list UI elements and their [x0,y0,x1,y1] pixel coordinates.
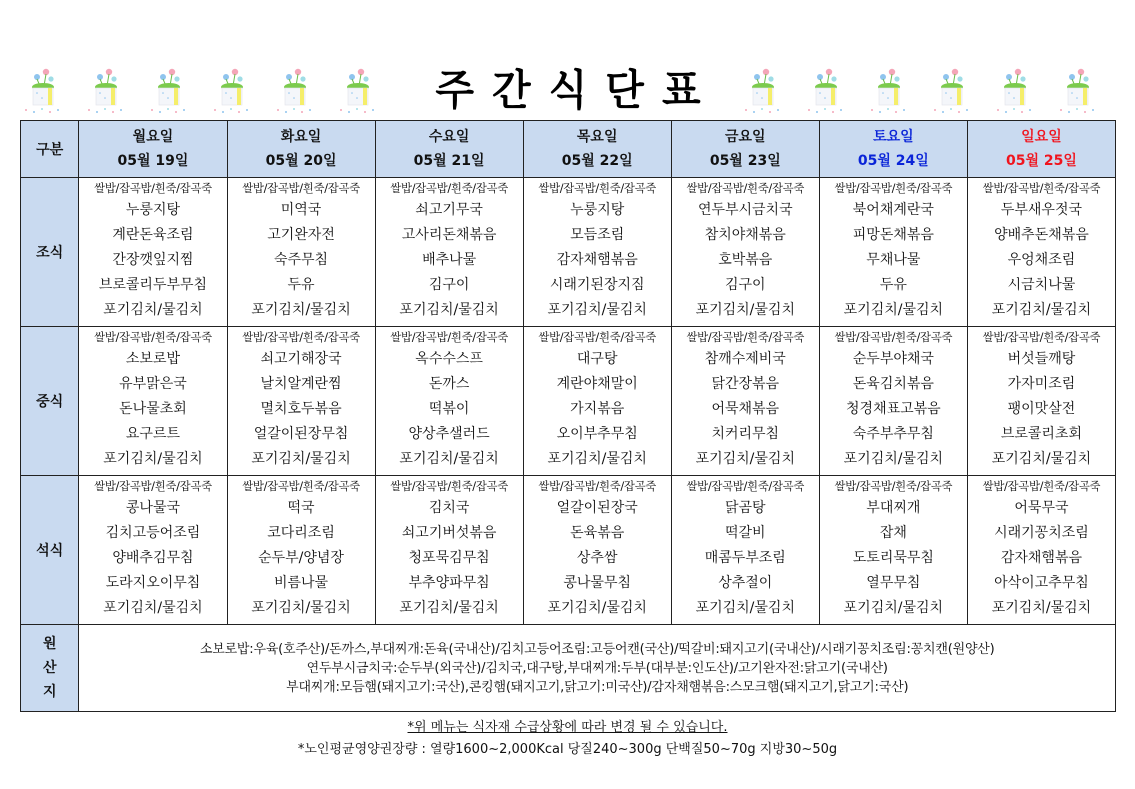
column-divider [523,198,525,326]
column-divider [227,347,229,475]
column-divider [967,347,969,475]
menu-cell-tue [227,178,375,327]
dish-item: 포기김치/물김치 [547,302,647,318]
dish-item: 포기김치/물김치 [695,302,795,318]
day-name: 토요일 [873,129,914,145]
rice-options: 쌀밥/잡곡밥/흰죽/잡곡죽 [686,181,805,195]
rice-options: 쌀밥/잡곡밥/흰죽/잡곡죽 [834,479,953,493]
dish-item: 포기김치/물김치 [399,451,499,467]
rice-options: 쌀밥/잡곡밥/흰죽/잡곡죽 [686,330,805,344]
menu-cell-thu [523,178,671,327]
dish-item: 순두부/양념장 [258,550,344,566]
column-divider [671,496,673,624]
dish-item: 시래기된장지짐 [549,277,645,293]
dish-item: 가자미조림 [1007,376,1076,392]
dish-item: 열무무침 [866,575,921,591]
dish-item: 참깨수제비국 [704,351,786,367]
dish-item: 유부맑은국 [119,376,187,392]
header-label: 구분 [36,142,64,158]
dish-item: 감자채햄볶음 [1000,550,1083,566]
day-date: 05월 20일 [265,153,337,169]
day-date: 05월 25일 [1006,153,1077,169]
meal-label: 중식 [21,327,79,476]
origin-line: 소보로밥:우육(호주산)/돈까스,부대찌개:돈육(국내산)/김치고등어조림:고등어캔(국산)/떡갈비:돼지고기(국내산)/시래기꽁치조림:꽁치캔(원양산) [199,641,995,657]
decor-right [740,66,1118,116]
title-banner [20,66,1115,116]
dish-item: 가지볶음 [570,401,625,417]
dish-item: 포기김치/물김치 [547,451,647,467]
menu-cell-mon [79,178,227,327]
day-header-mon [79,121,227,178]
dish-item: 상추쌈 [576,550,618,566]
flower-pot-icon [209,66,254,116]
dish-item: 코다리조림 [267,525,335,541]
column-divider [227,198,229,326]
menu-cell-tue [227,476,375,625]
menu-cell-sat [819,476,967,625]
column-divider [375,496,377,624]
dish-item: 모듬조림 [570,227,625,243]
dish-item: 포기김치/물김치 [843,600,944,616]
page-title: 주간식단표 [435,66,719,116]
column-divider [375,347,377,475]
day-date: 05월 23일 [709,153,781,169]
nutrition-guideline: *노인평균영양권장량 : 열량1600~2,000Kcal 당질240~300g 단백질50~70g 지방30~50g [297,742,838,757]
flower-pot-icon [335,66,380,116]
flower-pot-icon [272,66,317,116]
origin-row [21,625,1116,712]
dish-item: 팽이맛살전 [1007,401,1076,417]
dish-item: 닭곰탕 [724,500,766,516]
menu-cell-fri [671,476,819,625]
dish-item: 김구이 [428,277,470,293]
flower-pot-icon [146,66,191,116]
dish-item: 돈까스 [428,376,470,392]
decor-left [20,66,398,116]
dish-item: 쇠고기해장국 [260,351,342,367]
menu-cell-sun [967,178,1115,327]
day-name: 월요일 [132,129,174,145]
column-divider [819,496,821,624]
dish-item: 두부새우젓국 [1000,202,1083,218]
meal-row [21,327,1116,476]
dish-item: 매콤두부조림 [704,550,786,566]
dish-item: 시금치나물 [1007,277,1076,293]
menu-cell-mon [79,327,227,476]
header-row [21,121,1116,178]
dish-item: 어묵무국 [1014,500,1069,516]
rice-options: 쌀밥/잡곡밥/흰죽/잡곡죽 [94,181,212,195]
dish-item: 양배추김무침 [112,550,194,566]
dish-item: 계란야채말이 [556,376,638,392]
dish-item: 콩나물국 [125,500,181,516]
day-header-tue [227,121,375,178]
dish-item: 콩나물무침 [563,575,631,591]
dish-item: 브로콜리초회 [1000,426,1083,442]
dish-item: 김치고등어조림 [105,525,201,541]
dish-item: 부추양파무침 [408,575,490,591]
column-divider [523,347,525,475]
dish-item: 고기완자전 [267,227,335,243]
dish-item: 감자채햄볶음 [556,252,638,268]
header-label-cell [21,121,79,178]
dish-item: 포기김치/물김치 [695,600,795,616]
dish-item: 포기김치/물김치 [547,600,647,616]
dish-item: 시래기꽁치조림 [994,525,1089,541]
dish-item: 포기김치/물김치 [251,451,351,467]
rice-options: 쌀밥/잡곡밥/흰죽/잡곡죽 [242,181,360,195]
origin-label-cell [21,625,79,712]
rice-options: 쌀밥/잡곡밥/흰죽/잡곡죽 [390,181,508,195]
dish-item: 치커리무침 [711,426,780,442]
column-divider [819,347,821,475]
dish-item: 순두부야채국 [852,351,934,367]
menu-cell-sat [819,178,967,327]
origin-label-char: 지 [42,684,57,700]
flower-pot-icon [1055,66,1100,116]
flower-pot-icon [929,66,974,116]
dish-item: 연두부시금치국 [697,202,793,218]
dish-item: 누룽지탕 [570,202,625,218]
change-notice: *위 메뉴는 식자재 수급상황에 따라 변경 될 수 있습니다. [407,720,728,735]
dish-item: 어묵채볶음 [711,401,780,417]
origin-line: 부대찌개:모듬햄(돼지고기:국산),콘킹햄(돼지고기,닭고기:미국산)/감자채햄볶음:스모크햄(돼지고기,닭고기:국산) [286,679,909,695]
dish-item: 고사리돈채볶음 [401,227,497,243]
dish-item: 포기김치/물김치 [103,451,203,467]
meal-label: 조식 [21,178,79,327]
dish-item: 포기김치/물김치 [399,600,499,616]
rice-options: 쌀밥/잡곡밥/흰죽/잡곡죽 [982,479,1101,493]
dish-item: 떡갈비 [724,525,766,541]
rice-options: 쌀밥/잡곡밥/흰죽/잡곡죽 [538,330,657,344]
dish-item: 포기김치/물김치 [251,600,351,616]
dish-item: 옥수수스프 [415,351,483,367]
menu-cell-mon [79,476,227,625]
rice-options: 쌀밥/잡곡밥/흰죽/잡곡죽 [538,479,657,493]
dish-item: 양상추샐러드 [408,426,490,442]
dish-item: 쇠고기무국 [415,202,483,218]
dish-item: 포기김치/물김치 [843,451,944,467]
flower-pot-icon [20,66,65,116]
dish-item: 포기김치/물김치 [695,451,795,467]
rice-options: 쌀밥/잡곡밥/흰죽/잡곡죽 [834,181,953,195]
menu-cell-fri [671,327,819,476]
dish-item: 숙주부추무침 [852,426,934,442]
dish-item: 포기김치/물김치 [843,302,944,318]
rice-options: 쌀밥/잡곡밥/흰죽/잡곡죽 [390,479,508,493]
flower-pot-icon [83,66,128,116]
dish-item: 잡채 [879,525,907,541]
menu-cell-wed [375,476,523,625]
dish-item: 소보로밥 [125,351,181,367]
day-header-thu [523,121,671,178]
day-date: 05월 21일 [413,153,485,169]
meal-row [21,178,1116,327]
dish-item: 포기김치/물김치 [991,600,1092,616]
column-divider [375,198,377,326]
dish-item: 멸치호두볶음 [260,401,342,417]
menu-cell-sun [967,327,1115,476]
origin-label-char: 산 [42,660,57,676]
dish-item: 북어채계란국 [852,202,934,218]
day-name: 일요일 [1021,129,1062,145]
dish-item: 상추절이 [718,575,773,591]
dish-item: 간장깻잎지찜 [112,252,194,268]
dish-item: 포기김치/물김치 [991,451,1092,467]
column-divider [671,198,673,326]
dish-item: 우엉채조림 [1007,252,1076,268]
dish-item: 돈나물초회 [119,401,187,417]
rice-options: 쌀밥/잡곡밥/흰죽/잡곡죽 [242,479,360,493]
meal-row [21,476,1116,625]
dish-item: 쇠고기버섯볶음 [401,525,497,541]
dish-item: 포기김치/물김치 [991,302,1092,318]
origin-line: 연두부시금치국:순두부(외국산)/김치국,대구탕,부대찌개:두부(대부분:인도산)/고기완자전:닭고기(국내산) [306,660,888,676]
column-divider [671,347,673,475]
dish-item: 대구탕 [576,351,618,367]
column-divider [967,198,969,326]
weekly-menu-table [20,120,1116,712]
dish-item: 호박볶음 [718,252,773,268]
day-header-fri [671,121,819,178]
dish-item: 포기김치/물김치 [103,600,203,616]
dish-item: 비름나물 [273,575,329,591]
day-name: 금요일 [724,129,766,145]
menu-cell-thu [523,476,671,625]
dish-item: 돈육볶음 [570,525,625,541]
column-divider [819,198,821,326]
dish-item: 양배추돈채볶음 [994,227,1089,243]
menu-cell-sat [819,327,967,476]
dish-item: 포기김치/물김치 [103,302,203,318]
dish-item: 참치야채볶음 [704,227,786,243]
rice-options: 쌀밥/잡곡밥/흰죽/잡곡죽 [242,330,360,344]
dish-item: 배추나물 [422,252,477,268]
flower-pot-icon [992,66,1037,116]
rice-options: 쌀밥/잡곡밥/흰죽/잡곡죽 [390,330,508,344]
dish-item: 누룽지탕 [125,202,181,218]
dish-item: 계란돈육조림 [112,227,194,243]
day-name: 수요일 [428,129,470,145]
day-header-wed [375,121,523,178]
dish-item: 미역국 [280,202,322,218]
rice-options: 쌀밥/잡곡밥/흰죽/잡곡죽 [94,330,212,344]
dish-item: 부대찌개 [866,500,921,516]
dish-item: 요구르트 [125,426,181,442]
dish-item: 버섯들깨탕 [1007,351,1076,367]
dish-item: 김구이 [724,277,766,293]
menu-cell-wed [375,178,523,327]
rice-options: 쌀밥/잡곡밥/흰죽/잡곡죽 [94,479,212,493]
dish-item: 숙주무침 [273,252,329,268]
dish-item: 얼갈이된장무침 [253,426,349,442]
dish-item: 도토리묵무침 [852,550,934,566]
dish-item: 청경채표고볶음 [846,401,941,417]
dish-item: 포기김치/물김치 [399,302,499,318]
dish-item: 돈육김치볶음 [852,376,934,392]
dish-item: 닭간장볶음 [711,376,780,392]
menu-cell-sun [967,476,1115,625]
column-divider [523,496,525,624]
dish-item: 김치국 [428,500,470,516]
origin-info [79,625,1116,712]
dish-item: 두유 [879,277,907,293]
meal-label: 석식 [21,476,79,625]
dish-item: 떡국 [287,500,315,516]
day-header-sat [819,121,967,178]
day-header-sun [967,121,1115,178]
rice-options: 쌀밥/잡곡밥/흰죽/잡곡죽 [982,181,1101,195]
rice-options: 쌀밥/잡곡밥/흰죽/잡곡죽 [834,330,953,344]
day-date: 05월 19일 [117,153,189,169]
dish-item: 도라지오이무침 [105,575,201,591]
origin-label-char: 원 [42,636,57,652]
dish-item: 포기김치/물김치 [251,302,351,318]
dish-item: 날치알계란찜 [260,376,342,392]
column-divider [227,496,229,624]
flower-pot-icon [866,66,911,116]
day-date: 05월 24일 [857,153,929,169]
column-divider [967,496,969,624]
menu-cell-tue [227,327,375,476]
day-name: 목요일 [576,129,618,145]
menu-cell-thu [523,327,671,476]
dish-item: 청포묵김무침 [408,550,490,566]
menu-cell-wed [375,327,523,476]
menu-cell-fri [671,178,819,327]
dish-item: 두유 [287,277,315,293]
day-name: 화요일 [280,129,322,145]
flower-pot-icon [803,66,848,116]
rice-options: 쌀밥/잡곡밥/흰죽/잡곡죽 [538,181,657,195]
rice-options: 쌀밥/잡곡밥/흰죽/잡곡죽 [982,330,1101,344]
day-date: 05월 22일 [561,153,633,169]
dish-item: 떡볶이 [428,401,470,417]
dish-item: 무채나물 [866,252,921,268]
dish-item: 오이부추무침 [556,426,638,442]
dish-item: 피망돈채볶음 [852,227,934,243]
flower-pot-icon [740,66,785,116]
dish-item: 브로콜리두부무침 [98,277,208,293]
dish-item: 얼갈이된장국 [556,500,638,516]
rice-options: 쌀밥/잡곡밥/흰죽/잡곡죽 [686,479,805,493]
dish-item: 아삭이고추무침 [994,575,1089,591]
